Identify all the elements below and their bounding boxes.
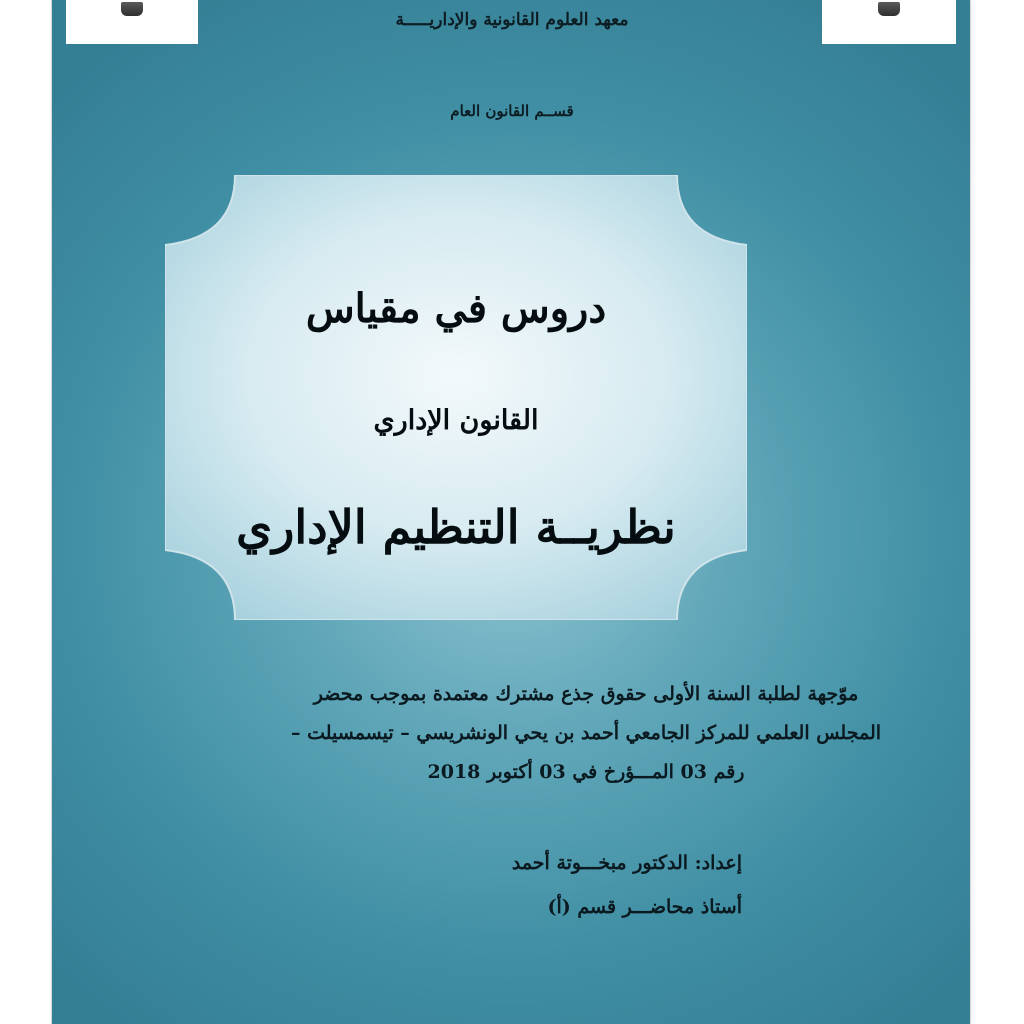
description-line-3: رقم 03 المـــؤرخ في 03 أكتوبر 2018	[427, 761, 745, 783]
emblem-icon	[878, 2, 900, 16]
title-line-2: القانون الإداري	[373, 405, 539, 436]
title-line-3: نظريــة التنظيم الإداري	[236, 500, 676, 554]
author-name: إعداد: الدكتور مبخـــوتة أحمد	[511, 852, 742, 874]
institute-name: معهد العلوم القانونية والإداريـــــة	[395, 10, 629, 30]
author-rank: أستاذ محاضـــر قسم (أ)	[547, 896, 742, 918]
document-page	[52, 0, 970, 1024]
university-logo-left	[66, 0, 198, 44]
description-line-1: موّجهة لطلبة السنة الأولى حقوق جذع مشترك معتمدة بموجب محضر	[313, 683, 859, 705]
department-name: قســم القانون العام	[450, 102, 574, 120]
university-logo-right	[822, 0, 956, 44]
emblem-icon	[121, 2, 143, 16]
title-line-1: دروس في مقياس	[305, 285, 607, 332]
description-line-2: المجلس العلمي للمركز الجامعي أحمد بن يحي الونشريسي – تيسمسيلت –	[290, 722, 882, 744]
title-frame	[165, 175, 747, 620]
